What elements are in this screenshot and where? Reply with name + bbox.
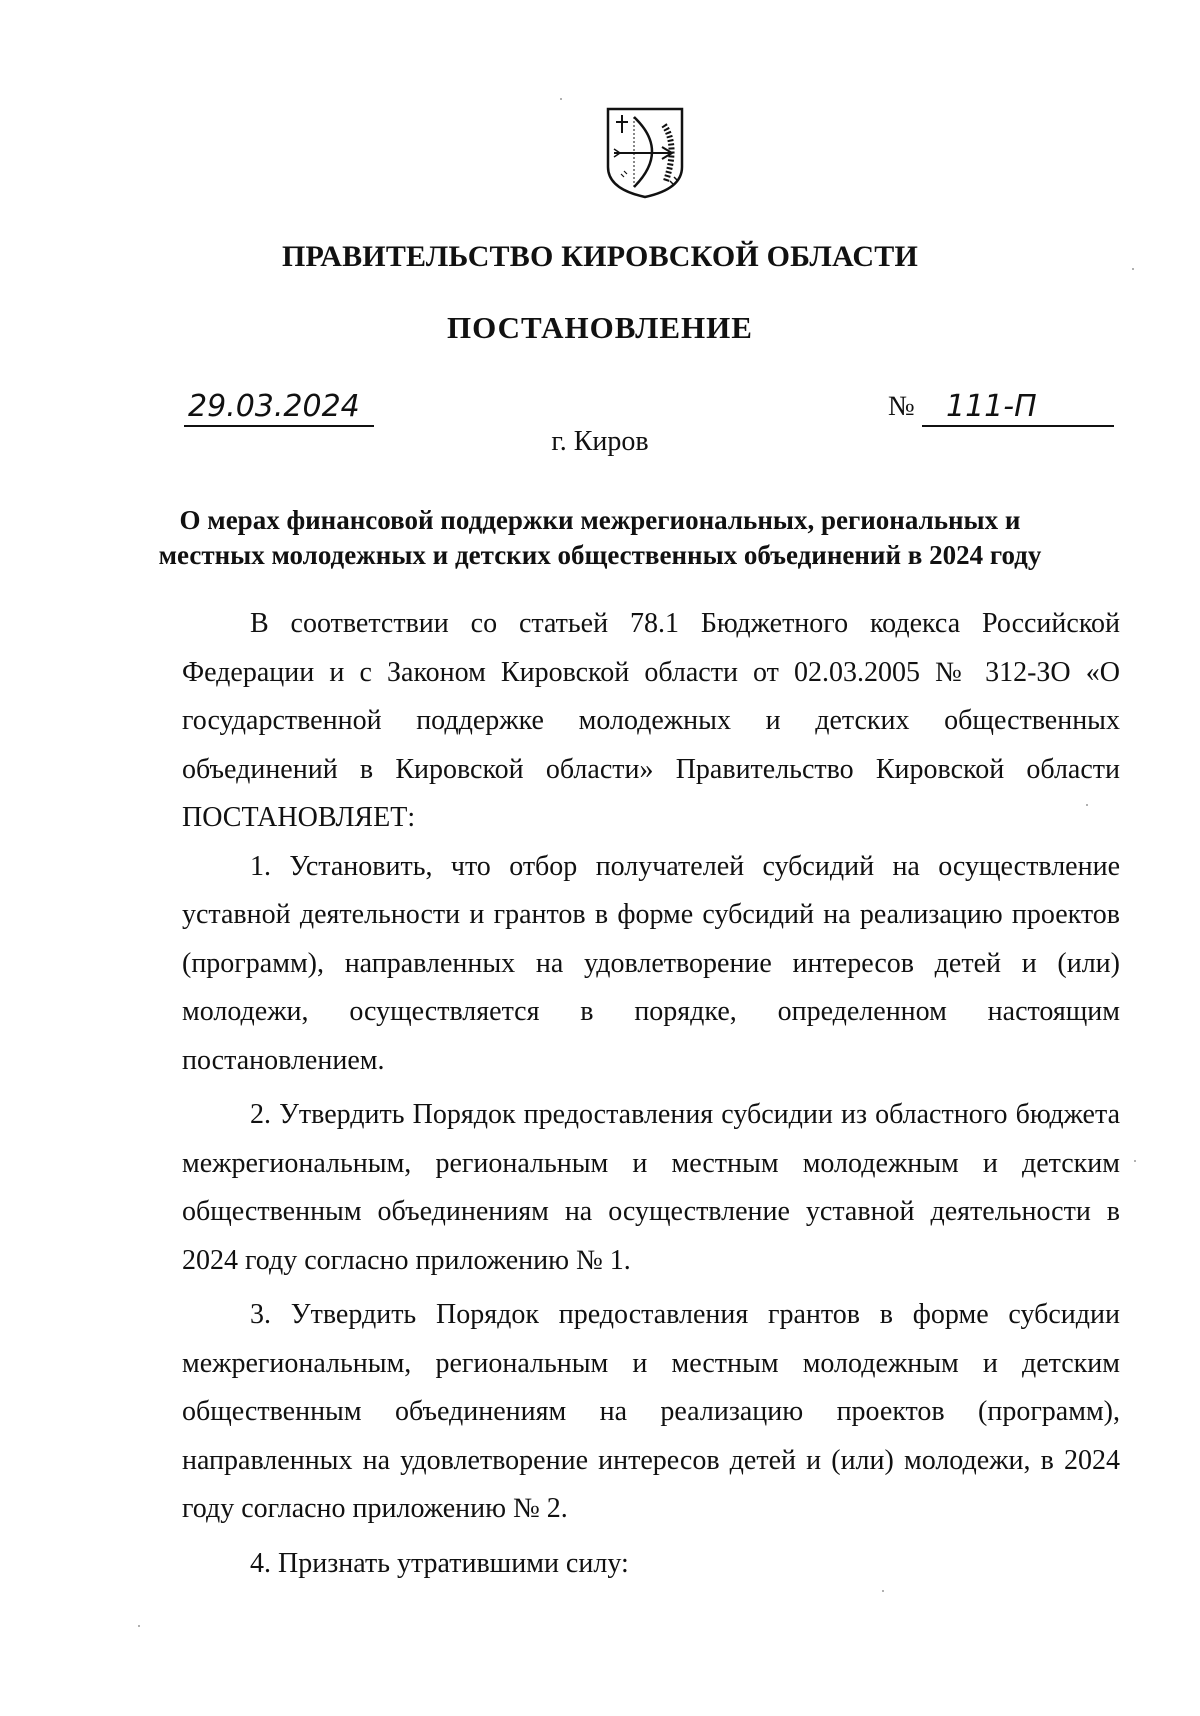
- item-2-paragraph: 2. Утвердить Порядок предоставления субсидии из областного бюджета межрегиональным, региональным и местным молодежным и детским общественным объединениям на осуществление уставной деятельности в 2024 году согласно приложению № 1.: [182, 1099, 1120, 1276]
- document-type: ПОСТАНОВЛЕНИЕ: [447, 310, 753, 345]
- scan-speck: [882, 1590, 884, 1592]
- document-date: 29.03.2024: [184, 389, 374, 427]
- government-name: ПРАВИТЕЛЬСТВО КИРОВСКОЙ ОБЛАСТИ: [282, 240, 918, 273]
- item-4-paragraph: 4. Признать утратившими силу:: [250, 1547, 629, 1579]
- preamble-paragraph: В соответствии со статьей 78.1 Бюджетного кодекса Российской Федерации и с Законом Кировской области от 02.03.2005 № 312-ЗО «О государственной поддержке молодежных и детских общественных объединений в Кировской области» Правительство Кировской области ПОСТАНОВЛЯЕТ:: [182, 608, 1120, 833]
- title-line-2: местных молодежных и детских общественных объединений в 2024 году: [158, 540, 1042, 570]
- item-3-paragraph: 3. Утвердить Порядок предоставления грантов в форме субсидии межрегиональным, региональным и местным молодежным и детским общественным объединениям на реализацию проектов (программ), направленных на удовлетворение интересов детей и (или) молодежи, в 2024 году согласно приложению № 2.: [182, 1299, 1120, 1524]
- number-label: №: [888, 391, 915, 422]
- document-number: 111-П: [922, 389, 1114, 427]
- scan-speck: [1132, 268, 1134, 270]
- city: г. Киров: [551, 426, 649, 457]
- scan-speck: [1134, 1160, 1136, 1162]
- document-title: [150, 503, 1050, 573]
- title-line-1: О мерах финансовой поддержки межрегиональных, региональных и: [179, 505, 1021, 535]
- scan-speck: [560, 98, 562, 100]
- coat-of-arms-icon: [604, 105, 686, 201]
- scan-speck: [138, 1625, 140, 1627]
- scan-speck: [1086, 804, 1088, 806]
- item-1-paragraph: 1. Установить, что отбор получателей субсидий на осуществление уставной деятельности и грантов в форме субсидий на реализацию проектов (программ), направленных на удовлетворение интересов детей и (или) молодежи, осуществляется в порядке, определенном настоящим постановлением.: [182, 850, 1120, 1076]
- document-body: [182, 600, 1120, 1588]
